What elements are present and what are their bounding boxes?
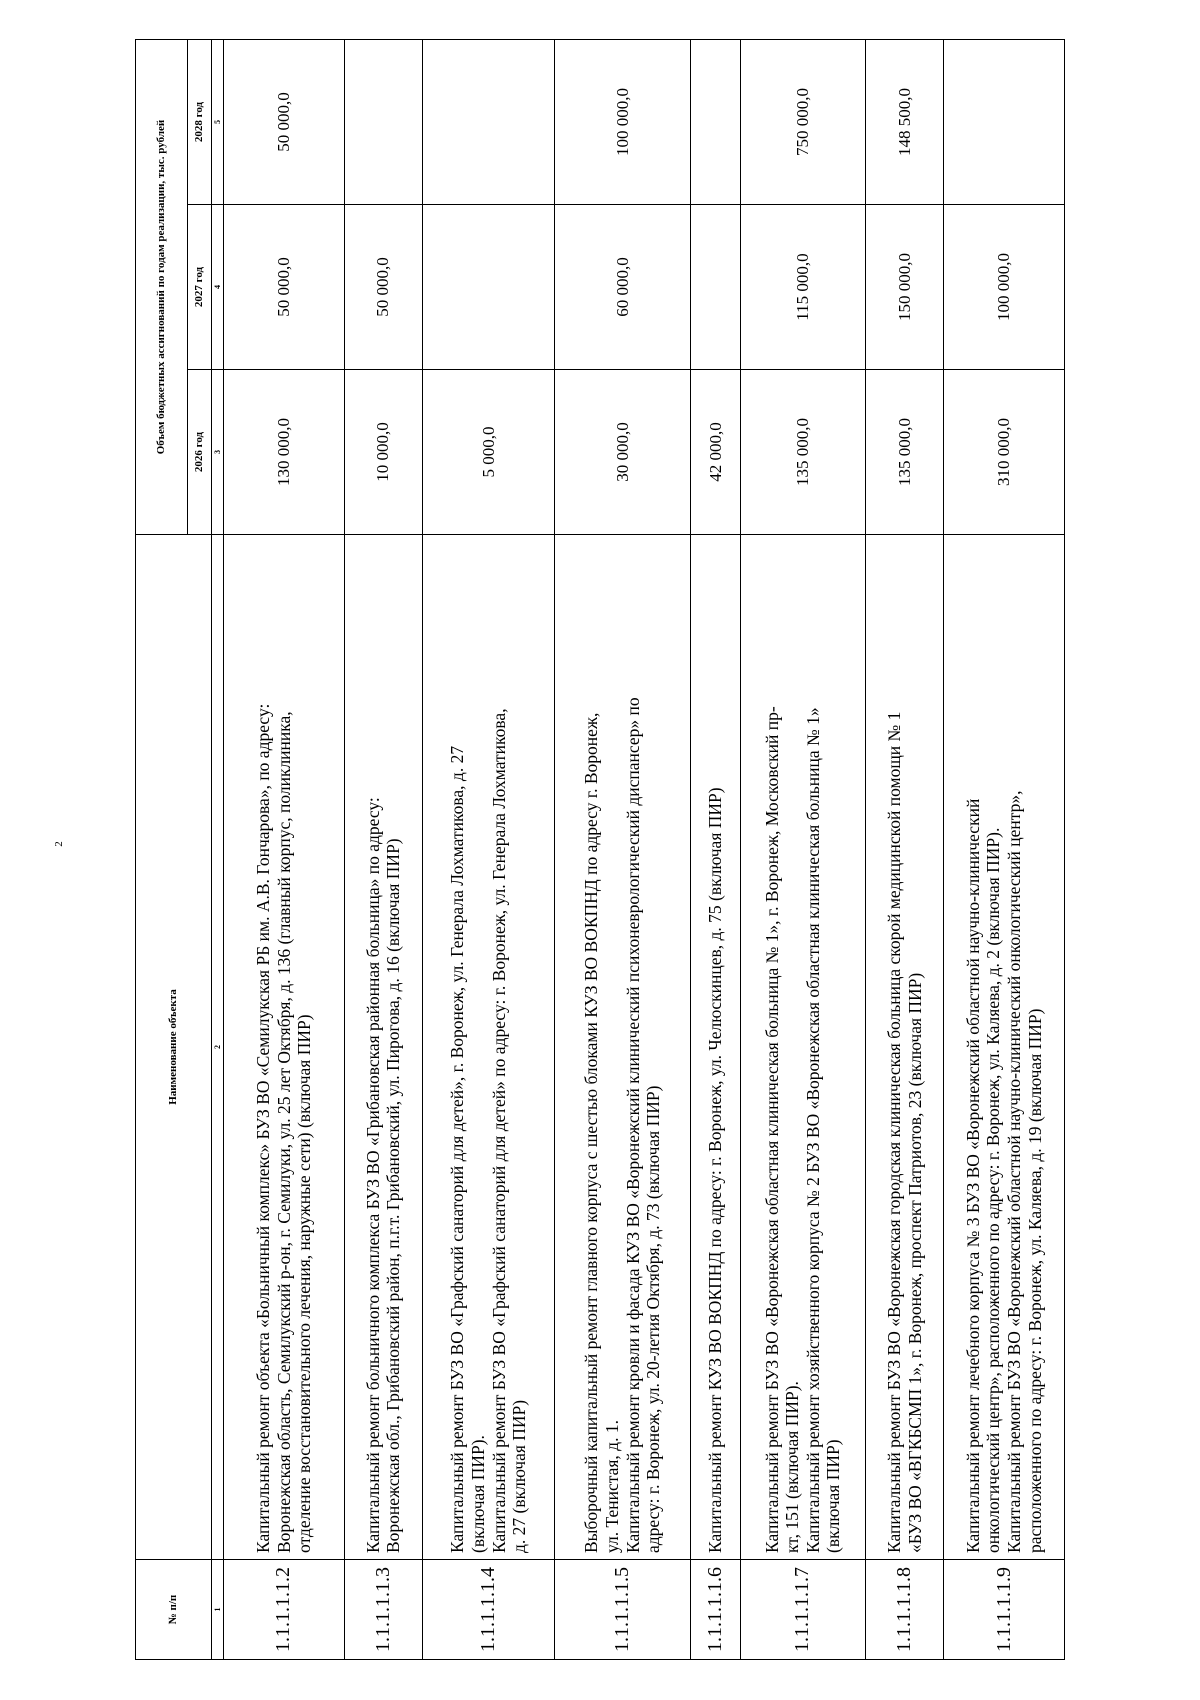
- row-number: 1.1.1.1.1.9: [944, 1560, 1065, 1660]
- value-2027: [691, 205, 740, 370]
- value-2026: 135 000,0: [740, 370, 865, 535]
- value-2027: 150 000,0: [865, 205, 943, 370]
- value-2028: 750 000,0: [740, 40, 865, 205]
- value-2028: [423, 40, 555, 205]
- value-2026: 5 000,0: [423, 370, 555, 535]
- row-number: 1.1.1.1.1.4: [423, 1560, 555, 1660]
- value-2027: 60 000,0: [555, 205, 691, 370]
- object-name: Капитальный ремонт БУЗ ВО «Воронежская областная клиническая больница № 1», г. Воронеж, Московский пр- кт, 151 (включая ПИР). Капитальный ремонт хозяйственного корпуса № 2 БУЗ ВО «Воронежская областная клиническая больница № 1» (включая ПИР): [740, 535, 865, 1560]
- header-year-2026: 2026 год: [188, 370, 212, 535]
- value-2028: 50 000,0: [224, 40, 345, 205]
- table-row: [555, 40, 691, 1660]
- object-name: Выборочный капитальный ремонт главного корпуса с шестью блоками КУЗ ВО ВОКПНД по адресу г. Воронеж, ул. Тенистая, д. 1. Капитальный ремонт кровли и фасада КУЗ ВО «Воронежский клинический психоневрологический диспансер» по адресу: г. Воронеж, ул. 20-летия Октября, д. 73 (включая ПИР): [555, 535, 691, 1560]
- value-2028: [344, 40, 422, 205]
- row-number: 1.1.1.1.1.5: [555, 1560, 691, 1660]
- value-2026: 30 000,0: [555, 370, 691, 535]
- value-2026: 42 000,0: [691, 370, 740, 535]
- value-2028: [691, 40, 740, 205]
- header-object-name: Наименование объекта: [136, 535, 212, 1560]
- page-number: 2: [52, 841, 65, 847]
- row-number: 1.1.1.1.1.6: [691, 1560, 740, 1660]
- value-2027: 115 000,0: [740, 205, 865, 370]
- value-2027: [423, 205, 555, 370]
- object-name: Капитальный ремонт объекта «Больничный комплекс» БУЗ ВО «Семилукская РБ им. А.В. Гончарова», по адресу: Воронежская область, Семилукский р-он, г. Семилуки, ул. 25 лет Октября, д. 136 (главный корпус, поликлиника, отделение восстановительного лечения, наружные сети) (включая ПИР): [224, 535, 345, 1560]
- value-2028: 148 500,0: [865, 40, 943, 205]
- table-row: [423, 40, 555, 1660]
- column-index: 3: [212, 370, 224, 535]
- column-index: 5: [212, 40, 224, 205]
- column-index: 2: [212, 535, 224, 1560]
- header-year-2028: 2028 год: [188, 40, 212, 205]
- value-2026: 130 000,0: [224, 370, 345, 535]
- value-2027: 100 000,0: [944, 205, 1065, 370]
- row-number: 1.1.1.1.1.7: [740, 1560, 865, 1660]
- table-row: [344, 40, 422, 1660]
- value-2026: 310 000,0: [944, 370, 1065, 535]
- header-year-2027: 2027 год: [188, 205, 212, 370]
- object-name: Капитальный ремонт КУЗ ВО ВОКПНД по адресу: г. Воронеж, ул. Челюскинцев, д. 75 (включая ПИР): [691, 535, 740, 1560]
- value-2028: [944, 40, 1065, 205]
- table-row: [224, 40, 345, 1660]
- header-budget-volume: Объем бюджетных ассигнований по годам реализации, тыс. рублей: [136, 40, 188, 535]
- object-name: Капитальный ремонт БУЗ ВО «Графский санаторий для детей», г. Воронеж, ул. Генерала Лохматикова, д. 27 (включая ПИР). Капитальный ремонт БУЗ ВО «Графский санаторий для детей» по адресу: г. Воронеж, ул. Генерала Лохматикова, д. 27 (включая ПИР): [423, 535, 555, 1560]
- row-number: 1.1.1.1.1.3: [344, 1560, 422, 1660]
- table-row: [691, 40, 740, 1660]
- value-2027: 50 000,0: [344, 205, 422, 370]
- object-name: Капитальный ремонт лечебного корпуса № 3 БУЗ ВО «Воронежский областной научно-клинический онкологический центр», расположенного по адресу: г. Воронеж, ул. Каляева, д. 2 (включая ПИР). Капитальный ремонт БУЗ ВО «Воронежский областной научно-клинический онкологический центр», расположенного по адресу: г. Воронеж, ул. Каляева, д. 19 (включая ПИР): [944, 535, 1065, 1560]
- column-index: 4: [212, 205, 224, 370]
- value-2026: 135 000,0: [865, 370, 943, 535]
- object-name: Капитальный ремонт БУЗ ВО «Воронежская городская клиническая больница скорой медицинской помощи № 1 «БУЗ ВО «ВГКБСМП 1», г. Воронеж, проспект Патриотов, 23 (включая ПИР): [865, 535, 943, 1560]
- row-number: 1.1.1.1.1.8: [865, 1560, 943, 1660]
- budget-table: [135, 39, 1065, 1660]
- value-2027: 50 000,0: [224, 205, 345, 370]
- value-2028: 100 000,0: [555, 40, 691, 205]
- row-number: 1.1.1.1.1.2: [224, 1560, 345, 1660]
- object-name: Капитальный ремонт больничного комплекса БУЗ ВО «Грибановская районная больница» по адресу: Воронежская обл., Грибановский район, п.г.т. Грибановский, ул. Пирогова, д. 16 (включая ПИР): [344, 535, 422, 1560]
- table-row: [944, 40, 1065, 1660]
- header-number: № п/п: [136, 1560, 212, 1660]
- document-sheet: [135, 40, 1065, 1660]
- table-row: [865, 40, 943, 1660]
- table-row: [740, 40, 865, 1660]
- column-index: 1: [212, 1560, 224, 1660]
- value-2026: 10 000,0: [344, 370, 422, 535]
